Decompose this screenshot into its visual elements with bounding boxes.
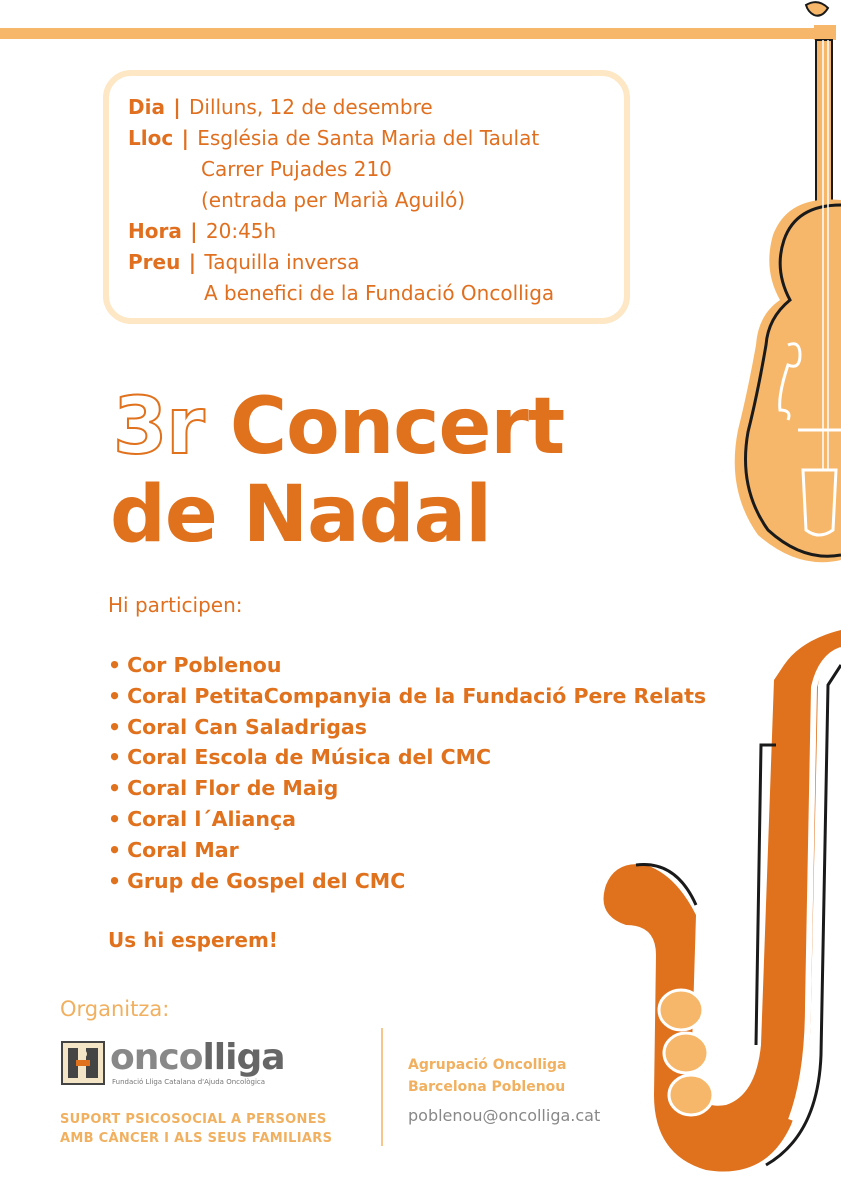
separator: |: [173, 95, 181, 119]
day-label: Dia: [128, 95, 165, 119]
participants-list: [108, 650, 706, 896]
place-entrance: (entrada per Marià Aguiló): [201, 188, 466, 212]
title-line-2: de Nadal: [110, 470, 492, 560]
group-line-1: Agrupació Oncolliga: [408, 1057, 567, 1073]
oncolliga-logo: [60, 1037, 320, 1090]
list-item: • Coral Can Saladrigas: [108, 712, 706, 743]
support-line-1: SUPORT PSICOSOCIAL A PERSONES: [60, 1112, 327, 1127]
logo-word-b: lliga: [202, 1037, 285, 1078]
support-text: [60, 1110, 332, 1148]
top-decorative-bar: [0, 28, 820, 39]
price-value: Taquilla inversa: [204, 250, 360, 274]
support-line-2: AMB CÀNCER I ALS SEUS FAMILIARS: [60, 1131, 333, 1146]
participants-intro: Hi participen:: [108, 593, 243, 617]
list-item: • Coral Escola de Música del CMC: [108, 742, 706, 773]
logo-wordmark: [110, 1037, 285, 1078]
price-label: Preu: [128, 250, 181, 274]
closing-message: Us hi esperem!: [108, 928, 278, 952]
info-time-row: [128, 219, 276, 243]
title-number: 3r: [113, 382, 204, 472]
list-item: • Coral Mar: [108, 835, 706, 866]
violin-illustration: [718, 0, 841, 570]
info-day-row: [128, 95, 433, 119]
list-item: • Coral PetitaCompanyia de la Fundació Pere Relats: [108, 681, 706, 712]
separator: |: [190, 219, 198, 243]
separator: |: [188, 250, 196, 274]
place-label: Lloc: [128, 126, 174, 150]
price-beneficiary: A benefici de la Fundació Oncolliga: [204, 281, 555, 305]
separator: |: [181, 126, 189, 150]
group-line-2: Barcelona Poblenou: [408, 1079, 566, 1095]
title-line-1: [113, 382, 565, 472]
list-item: • Grup de Gospel del CMC: [108, 866, 706, 897]
day-value: Dilluns, 12 de desembre: [188, 95, 433, 119]
logo-subtitle: Fundació Lliga Catalana d'Ajuda Oncològica: [112, 1078, 266, 1086]
logo-word-a: onco: [110, 1037, 203, 1078]
organizer-label: Organitza:: [60, 997, 170, 1021]
time-label: Hora: [128, 219, 182, 243]
oncolliga-emblem-icon: [60, 1040, 106, 1086]
place-address: Carrer Pujades 210: [201, 157, 392, 181]
time-value: 20:45h: [205, 219, 277, 243]
footer-divider: [381, 1028, 383, 1146]
group-name: [408, 1054, 566, 1098]
contact-email[interactable]: poblenou@oncolliga.cat: [408, 1106, 601, 1125]
list-item: • Coral l´Aliança: [108, 804, 706, 835]
info-price-row: [128, 250, 359, 274]
place-value: Església de Santa Maria del Taulat: [197, 126, 540, 150]
title-concert: Concert: [229, 382, 565, 472]
list-item: • Cor Poblenou: [108, 650, 706, 681]
info-place-row: [128, 126, 539, 150]
list-item: • Coral Flor de Maig: [108, 773, 706, 804]
